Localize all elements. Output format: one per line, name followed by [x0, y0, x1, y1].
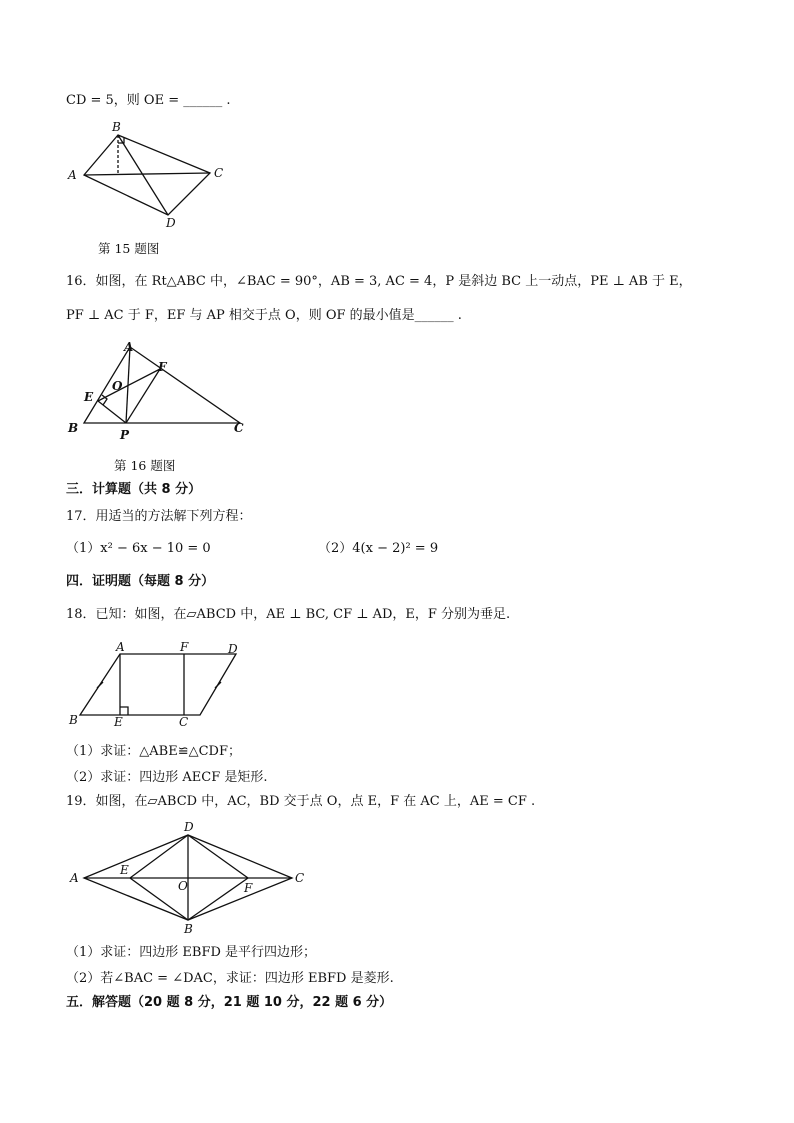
fig19-label-a: A — [70, 871, 79, 885]
q18-text: 18．已知：如图，在▱ABCD 中，AE ⊥ BC, CF ⊥ AD，E，F 分别为垂足. — [66, 607, 511, 622]
fig19-label-c: C — [295, 871, 305, 885]
fig18-label-d: D — [228, 642, 238, 656]
fig18-right-angle-e — [120, 707, 128, 715]
q16-line1: 16．如图，在 Rt△ABC 中，∠BAC = 90°，AB = 3, AC = 4，P 是斜边 BC 上一动点，PE ⊥ AB 于 E， — [66, 274, 692, 289]
fig15-caption: 第 15 题图 — [98, 241, 160, 256]
q17-part2: （2）4(x − 2)² = 9 — [318, 541, 439, 556]
fig19-label-d: D — [184, 820, 194, 834]
fig16-label-a: A — [124, 340, 134, 354]
q18-part2: （2）求证：四边形 AECF 是矩形. — [66, 770, 268, 785]
fig16-label-o: O — [112, 379, 123, 393]
q15-blank-line: CD = 5，则 OE = ______ . — [66, 93, 231, 108]
q18-part1: （1）求证：△ABE≌△CDF； — [66, 744, 241, 759]
fig18-label-c: C — [179, 715, 189, 729]
fig18-tick-ab — [97, 682, 103, 688]
q17-text: 17．用适当的方法解下列方程： — [66, 509, 252, 524]
fig18-label-f: F — [180, 640, 189, 654]
q17-part1: （1）x² − 6x − 10 = 0 — [66, 541, 211, 556]
figure-19 — [64, 820, 314, 938]
section3-heading: 三．计算题（共 8 分） — [66, 482, 202, 497]
fig16-label-e: E — [84, 390, 94, 404]
fig15-label-b: B — [112, 120, 121, 134]
q16-line2: PF ⊥ AC 于 F，EF 与 AP 相交于点 O，则 OF 的最小值是______ . — [66, 308, 462, 323]
fig15-label-d: D — [166, 216, 176, 230]
q19-part1: （1）求证：四边形 EBFD 是平行四边形； — [66, 945, 317, 960]
figure-18 — [64, 640, 254, 730]
section4-heading: 四．证明题（每题 8 分） — [66, 574, 215, 589]
fig15-label-c: C — [214, 166, 224, 180]
fig19-label-f: F — [244, 881, 253, 895]
fig19-label-b: B — [184, 922, 193, 936]
fig16-triangle — [84, 347, 240, 423]
fig18-tick-cd — [215, 682, 221, 688]
figure-16 — [64, 335, 254, 445]
fig16-label-b: B — [68, 421, 79, 435]
fig19-label-o: O — [178, 879, 188, 893]
fig16-caption: 第 16 题图 — [114, 458, 176, 473]
fig16-label-f: F — [158, 360, 167, 374]
q19-text: 19．如图，在▱ABCD 中，AC，BD 交于点 O，点 E，F 在 AC 上，AE = CF . — [66, 794, 536, 809]
fig18-parallelogram — [80, 654, 236, 715]
fig18-label-b: B — [69, 713, 78, 727]
fig16-label-c: C — [234, 421, 244, 435]
figure-15 — [60, 115, 230, 235]
fig16-segment-pe — [98, 401, 126, 423]
fig15-label-a: A — [68, 168, 77, 182]
fig15-diagonal-ac — [84, 173, 210, 175]
q19-part2: （2）若∠BAC = ∠DAC，求证：四边形 EBFD 是菱形. — [66, 971, 394, 986]
fig19-label-e: E — [120, 863, 129, 877]
fig18-label-e: E — [114, 715, 123, 729]
fig18-label-a: A — [116, 640, 125, 654]
fig16-label-p: P — [120, 428, 130, 442]
section5-heading: 五．解答题（20 题 8 分，21 题 10 分，22 题 6 分） — [66, 995, 393, 1010]
